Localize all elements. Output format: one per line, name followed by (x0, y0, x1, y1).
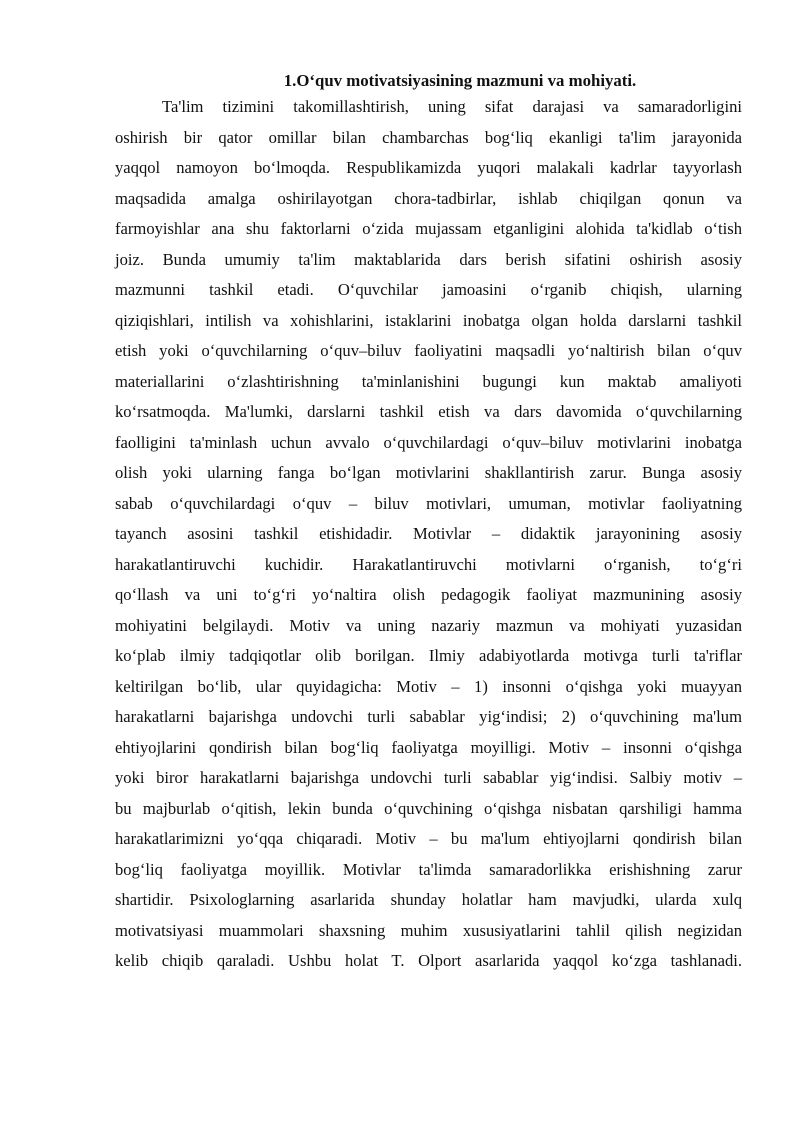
text-line: keltirilgan bo‘lib, ular quyidagicha: Motiv – 1) insonni o‘qishga yoki muayyan (115, 676, 742, 696)
text-line: harakatlarimizni yo‘qqa chiqaradi. Motiv – bu ma'lum ehtiyojlarni qondirish bilan (115, 829, 742, 848)
text-line: bu majburlab o‘qitish, lekin bunda o‘quvchining o‘qishga nisbatan qarshiligi hamma (115, 798, 742, 818)
text-line: shartidir. Psixologlarning asarlarida shunday holatlar ham mavjudki, ularda xulq (115, 890, 742, 909)
text-line: joiz. Bunda umumiy ta'lim maktablarida dars berish sifatini oshirish asosiy (115, 249, 742, 269)
text-line: tayanch asosini tashkil etishidadir. Motivlar – didaktik jarayonining asosiy (115, 524, 742, 543)
text-line: qiziqishlari, intilish va xohishlarini, istaklarini inobatga olgan holda darslarni tashkil (115, 310, 742, 330)
text-line: faolligini ta'minlash uchun avvalo o‘quvchilardagi o‘quv–biluv motivlarini inobatga (115, 432, 742, 452)
text-line: sabab o‘quvchilardagi o‘quv – biluv motivlari, umuman, motivlar faoliyatning (115, 493, 742, 513)
text-line: qo‘llash va uni to‘g‘ri yo‘naltira olish pedagogik faoliyat mazmunining asosiy (115, 585, 742, 604)
text-line: ko‘rsatmoqda. Ma'lumki, darslarni tashkil etish va dars davomida o‘quvchilarning (115, 402, 742, 421)
text-line: ehtiyojlarini qondirish bilan bog‘liq faoliyatga moyilligi. Motiv – insonni o‘qishga (115, 737, 742, 757)
text-line: motivatsiyasi muammolari shaxsning muhim xususiyatlarini tahlil qilish negizidan (115, 920, 742, 940)
text-line: ko‘plab ilmiy tadqiqotlar olib borilgan. Ilmiy adabiyotlarda motivga turli ta'riflar (115, 646, 742, 665)
text-line: materiallarini o‘zlashtirishning ta'minlanishini bugungi kun maktab amaliyoti (115, 371, 742, 391)
text-line: harakatlarni bajarishga undovchi turli sabablar yig‘indisi; 2) o‘quvchining ma'lum (115, 707, 742, 726)
text-line: mazmunni tashkil etadi. O‘quvchilar jamoasini o‘rganib chiqish, ularning (115, 280, 742, 299)
text-line: bog‘liq faoliyatga moyillik. Motivlar ta'limda samaradorlikka erishishning zarur (115, 859, 742, 879)
text-line: maqsadida amalga oshirilayotgan chora-tadbirlar, ishlab chiqilgan qonun va (115, 188, 742, 208)
text-line: kelib chiqib qaraladi. Ushbu holat T. Olport asarlarida yaqqol ko‘zga tashlanadi. (115, 951, 742, 970)
document-title: 1.O‘quv motivatsiyasining mazmuni va mohiyati. (283, 71, 637, 90)
document-body (115, 92, 742, 977)
text-line: oshirish bir qator omillar bilan chambarchas bog‘liq ekanligi ta'lim jarayonida (115, 127, 742, 147)
text-line: olish yoki ularning fanga bo‘lgan motivlarini shakllantirish zarur. Bunga asosiy (115, 463, 742, 482)
text-line: yoki biror harakatlarni bajarishga undovchi turli sabablar yig‘indisi. Salbiy motiv – (115, 768, 742, 787)
text-line: yaqqol namoyon bo‘lmoqda. Respublikamizda yuqori malakali kadrlar tayyorlash (115, 158, 742, 177)
text-line: mohiyatini belgilaydi. Motiv va uning nazariy mazmun va mohiyati yuzasidan (115, 615, 742, 635)
text-line: Ta'lim tizimini takomillashtirish, uning sifat darajasi va samaradorligini (162, 97, 742, 116)
text-line: farmoyishlar ana shu faktorlarni o‘zida mujassam etganligini alohida ta'kidlab o‘tish (115, 219, 742, 238)
text-line: harakatlantiruvchi kuchidir. Harakatlantiruvchi motivlarni o‘rganish, to‘g‘ri (115, 554, 742, 574)
text-line: etish yoki o‘quvchilarning o‘quv–biluv faoliyatini maqsadli yo‘naltirish bilan o‘quv (115, 341, 742, 360)
